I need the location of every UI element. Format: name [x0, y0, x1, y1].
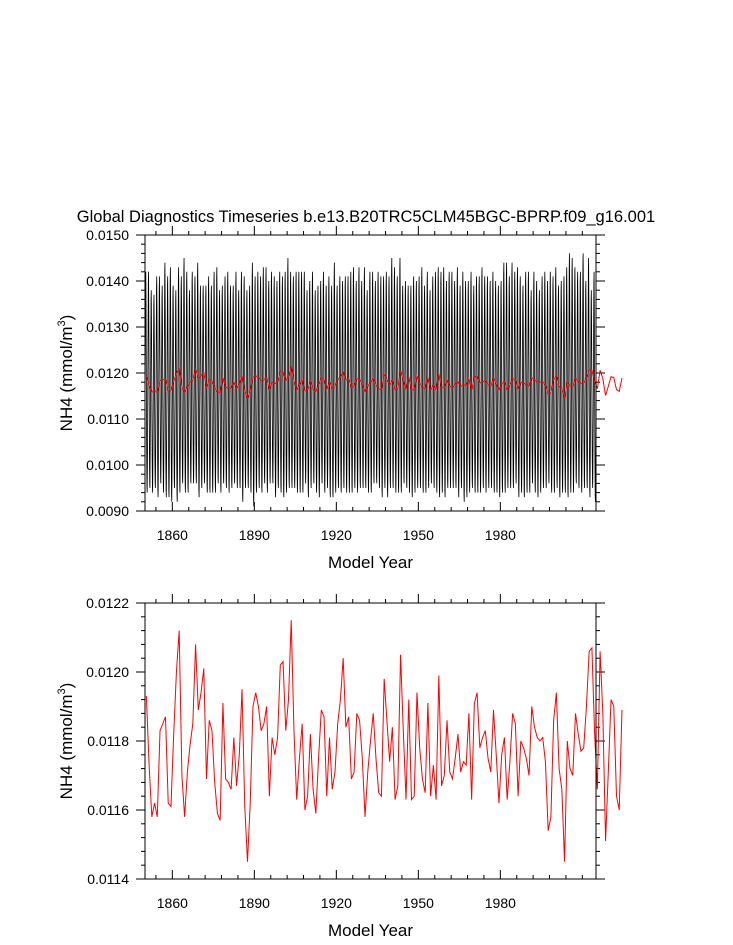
top-chart-y-tick-label: 0.0130 — [86, 319, 129, 335]
top-chart-y-axis-label-close: ) — [57, 314, 76, 321]
top-chart-y-tick-label: 0.0150 — [86, 227, 129, 243]
bottom-chart-x-tick-label: 1890 — [238, 895, 270, 911]
top-chart-x-axis-label: Model Year — [327, 553, 414, 572]
top-chart-x-tick-label: 1860 — [156, 527, 188, 543]
bottom-chart-y-tick-label: 0.0118 — [87, 733, 129, 749]
bottom-chart-y-axis-label-close: ) — [57, 682, 76, 689]
bottom-chart-y-tick-label: 0.0116 — [87, 802, 129, 818]
bottom-chart-y-tick-label: 0.0120 — [86, 664, 129, 680]
bottom-chart-annual-mean-line — [146, 620, 622, 862]
bottom-chart-x-tick-label: 1860 — [156, 895, 188, 911]
top-chart-y-axis-label-main: NH4 (mmol/m — [57, 326, 76, 432]
bottom-chart-series — [146, 620, 622, 862]
top-chart-series — [145, 253, 622, 506]
top-chart-x-tick-label: 1980 — [484, 527, 516, 543]
bottom-chart-x-tick-label: 1950 — [402, 895, 434, 911]
top-chart-y-tick-label: 0.0100 — [86, 457, 129, 473]
bottom-chart-tick-labels — [86, 595, 516, 911]
top-chart-monthly-line — [145, 253, 596, 506]
top-chart-x-tick-label: 1920 — [320, 527, 352, 543]
top-chart-y-tick-label: 0.0120 — [86, 365, 129, 381]
top-chart-y-tick-label: 0.0140 — [86, 273, 129, 289]
bottom-chart-y-axis-label-main: NH4 (mmol/m — [57, 694, 76, 800]
bottom-chart-panel — [56, 594, 622, 940]
top-chart-panel — [56, 226, 622, 572]
top-chart-y-axis-label — [56, 315, 76, 432]
top-chart-y-tick-label: 0.0090 — [86, 503, 129, 519]
bottom-chart-y-tick-label: 0.0114 — [87, 871, 129, 887]
bottom-chart-y-axis-label-superscript: 3 — [56, 688, 68, 695]
figure-title: Global Diagnostics Timeseries b.e13.B20TRC5CLM45BGC-BPRP.f09_g16.001 — [76, 208, 656, 226]
bottom-chart-x-axis-label: Model Year — [327, 921, 414, 940]
bottom-chart-y-tick-label: 0.0122 — [86, 595, 129, 611]
bottom-chart-x-tick-label: 1980 — [484, 895, 516, 911]
bottom-chart-x-tick-label: 1920 — [320, 895, 352, 911]
top-chart-x-tick-label: 1950 — [402, 527, 434, 543]
bottom-chart-y-axis-label — [56, 683, 76, 800]
top-chart-y-tick-label: 0.0110 — [87, 411, 129, 427]
top-chart-x-tick-label: 1890 — [238, 527, 270, 543]
top-chart-y-axis-label-superscript: 3 — [56, 320, 68, 327]
